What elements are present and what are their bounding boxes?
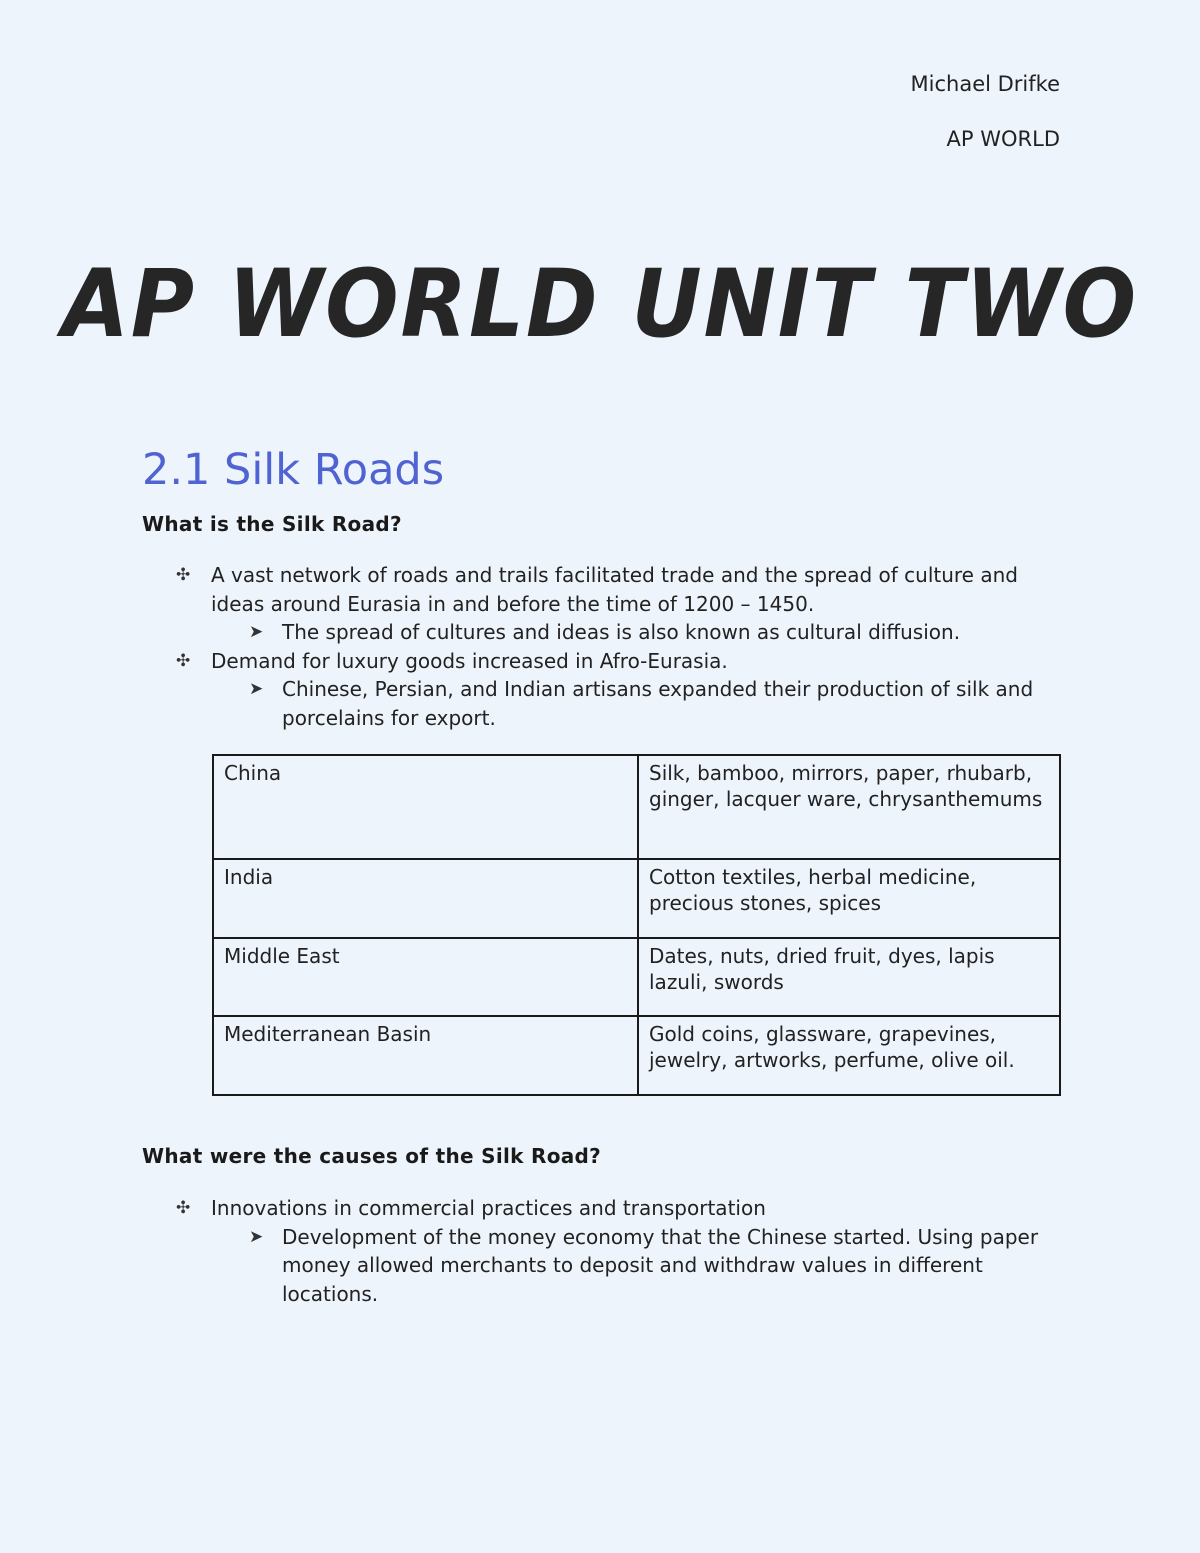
bullet-list-2 [176, 1194, 1076, 1308]
sub-bullet-text: The spread of cultures and ideas is also known as cultural diffusion. [282, 620, 961, 644]
region-cell: Mediterranean Basin [213, 1016, 638, 1095]
question-what-is-silk-road: What is the Silk Road? [142, 512, 402, 536]
section-heading: 2.1 Silk Roads [142, 445, 445, 495]
document-title: AP WORLD UNIT TWO [62, 250, 1138, 359]
sub-bullet-text: Development of the money economy that the Chinese started. Using paper money allowed merchants to deposit and withdraw values in different locations. [282, 1224, 1039, 1306]
arrowhead-icon: ➤ [249, 1226, 264, 1247]
question-causes-of-silk-road: What were the causes of the Silk Road? [142, 1144, 602, 1168]
bullet-text: A vast network of roads and trails facilitated trade and the spread of culture and ideas around Eurasia in and before the time of 1200 – 1450. [211, 563, 1018, 616]
list-item [176, 647, 1076, 676]
trade-goods-table [212, 754, 1061, 1096]
table-row [213, 938, 1060, 1016]
arrowhead-icon: ➤ [249, 622, 264, 642]
region-cell: Middle East [213, 938, 638, 1016]
list-item [176, 1223, 1076, 1309]
table-row [213, 755, 1060, 859]
header-block [911, 70, 1060, 153]
goods-cell: Cotton textiles, herbal medicine, precious stones, spices [638, 859, 1060, 938]
table-row [213, 1016, 1060, 1095]
course-name: AP WORLD [946, 127, 1060, 151]
goods-cell: Dates, nuts, dried fruit, dyes, lapis lazuli, swords [638, 938, 1060, 1016]
goods-cell: Silk, bamboo, mirrors, paper, rhubarb, ginger, lacquer ware, chrysanthemums [638, 755, 1060, 859]
list-item [176, 618, 1076, 647]
bullet-text: Demand for luxury goods increased in Afro-Eurasia. [211, 648, 728, 673]
list-item [176, 675, 1076, 732]
list-item [176, 1194, 1076, 1223]
goods-cell: Gold coins, glassware, grapevines, jewelry, artworks, perfume, olive oil. [638, 1016, 1060, 1095]
list-item [176, 561, 1076, 618]
table-row [213, 859, 1060, 938]
sub-bullet-text: Chinese, Persian, and Indian artisans expanded their production of silk and porcelains for export. [282, 677, 1034, 730]
four-point-star-icon: ✣ [176, 565, 191, 585]
region-cell: China [213, 755, 638, 859]
bullet-list-1 [176, 561, 1076, 732]
region-cell: India [213, 859, 638, 938]
four-point-star-icon: ✣ [176, 650, 191, 671]
bullet-text: Innovations in commercial practices and transportation [211, 1196, 766, 1220]
four-point-star-icon: ✣ [176, 1198, 191, 1218]
author-name: Michael Drifke [910, 72, 1060, 96]
arrowhead-icon: ➤ [249, 679, 264, 699]
